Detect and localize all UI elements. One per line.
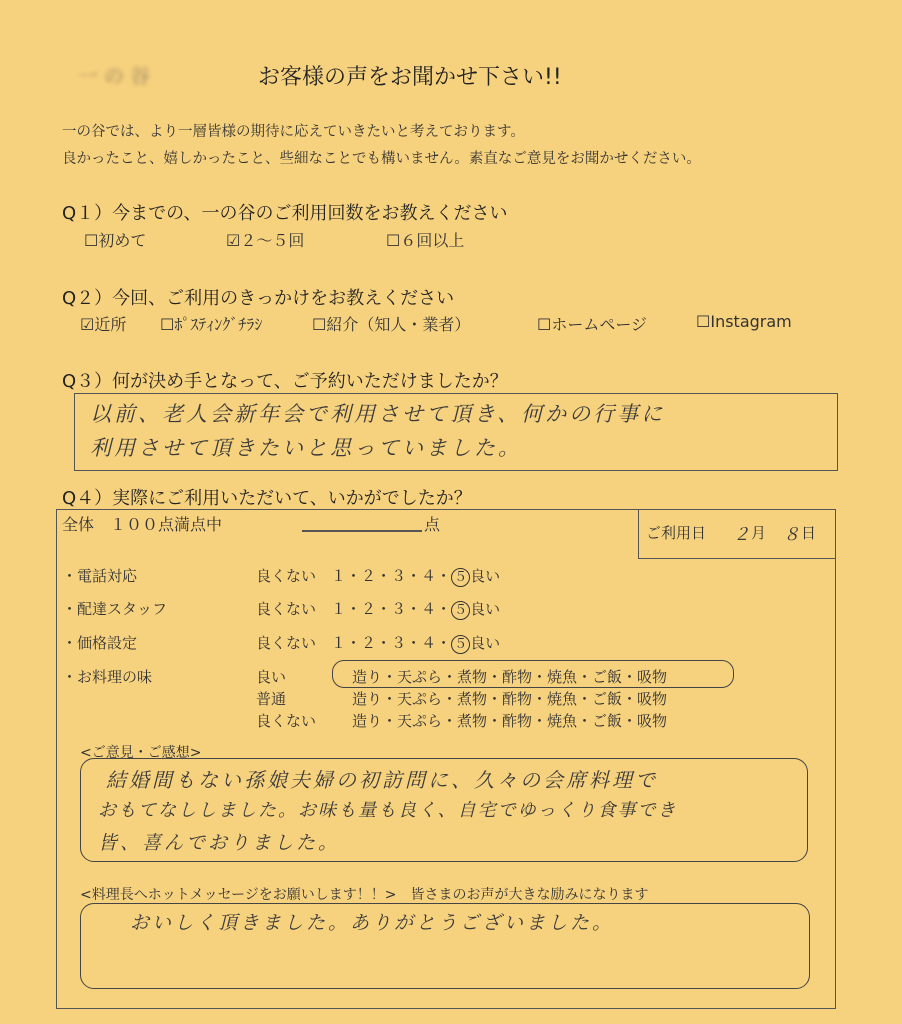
rating-row-phone[interactable] bbox=[256, 565, 500, 587]
rating-option-5[interactable]: ５ bbox=[451, 601, 470, 620]
rating-option-1[interactable]: １ bbox=[331, 600, 347, 618]
q2-question: Q２）今回、ご利用のきっかけをお教えください bbox=[62, 288, 455, 309]
score-label: 全体 １００点満点中 bbox=[62, 515, 223, 534]
date-day-unit: 日 bbox=[801, 524, 817, 542]
date-month-value: ２ bbox=[733, 525, 750, 545]
rating-high-label: 良い bbox=[470, 634, 501, 652]
page-title: お客様の声をお聞かせ下さい!! bbox=[258, 65, 562, 90]
intro-line-1: 一の谷では、より一層皆様の期待に応えていきたいと考えております。 bbox=[62, 124, 525, 140]
rating-label-price: ・価格設定 bbox=[62, 634, 138, 652]
taste-items-good[interactable]: 造り・天ぷら・煮物・酢物・焼魚・ご飯・吸物 bbox=[352, 668, 668, 686]
rating-option-2[interactable]: ２ bbox=[361, 567, 377, 585]
message-text: おいしく頂きました。ありがとうございました。 bbox=[130, 912, 615, 934]
taste-level-normal: 普通 bbox=[256, 690, 287, 708]
q1-option-2-5[interactable]: ☑２～５回 bbox=[226, 231, 305, 250]
rating-row-price[interactable] bbox=[256, 632, 500, 654]
rating-dot: ・ bbox=[436, 567, 452, 585]
rating-low-label: 良くない bbox=[256, 567, 332, 585]
opinion-line-3: 皆、喜んでおりました。 bbox=[98, 832, 341, 854]
taste-level-good: 良い bbox=[256, 668, 287, 686]
checkbox-icon[interactable]: ☐ bbox=[696, 312, 711, 331]
logo-blurred: 一の谷 bbox=[78, 64, 156, 88]
rating-option-1[interactable]: １ bbox=[331, 567, 347, 585]
checkbox-icon[interactable]: ☐ bbox=[160, 315, 175, 334]
rating-dot: ・ bbox=[346, 567, 362, 585]
rating-option-5[interactable]: ５ bbox=[451, 568, 470, 587]
taste-label: ・お料理の味 bbox=[62, 668, 153, 686]
q4-question: Q４）実際にご利用いただいて、いかがでしたか？ bbox=[62, 488, 472, 509]
opinion-label: <ご意見・ご感想> bbox=[80, 745, 202, 761]
opinion-line-2: おもてなししました。お味も量も良く、自宅でゆっくり食事でき bbox=[98, 800, 678, 821]
q3-answer-line-2: 利用させて頂きたいと思っていました。 bbox=[90, 436, 522, 460]
checkbox-icon[interactable]: ☐ bbox=[537, 315, 552, 334]
rating-option-2[interactable]: ２ bbox=[361, 600, 377, 618]
taste-items-bad[interactable]: 造り・天ぷら・煮物・酢物・焼魚・ご飯・吸物 bbox=[352, 712, 668, 730]
q2-option-instagram[interactable]: ☐Instagram bbox=[696, 312, 792, 331]
checkbox-checked-icon[interactable]: ☑ bbox=[226, 231, 241, 250]
rating-dot: ・ bbox=[406, 634, 422, 652]
rating-dot: ・ bbox=[376, 634, 392, 652]
opinion-line-1: 結婚間もない孫娘夫婦の初訪問に、久々の会席料理で bbox=[106, 768, 658, 792]
rating-option-5[interactable]: ５ bbox=[451, 635, 470, 654]
rating-low-label: 良くない bbox=[256, 600, 332, 618]
rating-label-phone: ・電話対応 bbox=[62, 567, 138, 585]
rating-dot: ・ bbox=[436, 634, 452, 652]
message-label: <料理長へホットメッセージをお願いします！！> 皆さまのお声が大きな励みになります bbox=[80, 887, 649, 903]
rating-row-delivery[interactable] bbox=[256, 598, 500, 620]
rating-high-label: 良い bbox=[470, 600, 501, 618]
q2-option-neighborhood[interactable]: ☑近所 bbox=[80, 315, 127, 334]
rating-dot: ・ bbox=[346, 634, 362, 652]
rating-dot: ・ bbox=[376, 600, 392, 618]
intro-line-2: 良かったこと、嬉しかったこと、些細なことでも構いません。素直なご意見をお聞かせください。 bbox=[62, 151, 701, 167]
rating-dot: ・ bbox=[406, 567, 422, 585]
rating-option-4[interactable]: ４ bbox=[421, 567, 437, 585]
score-underline[interactable] bbox=[302, 530, 422, 532]
q1-question: Q１）今までの、一の谷のご利用回数をお教えください bbox=[62, 203, 508, 224]
checkbox-icon[interactable]: ☐ bbox=[84, 231, 99, 250]
rating-dot: ・ bbox=[406, 600, 422, 618]
date-day-value: ８ bbox=[783, 525, 800, 545]
rating-label-delivery: ・配達スタッフ bbox=[62, 600, 168, 618]
date-month-unit: 月 bbox=[751, 524, 767, 542]
q2-option-flyer[interactable]: ☐ﾎﾟｽﾃｨﾝｸﾞﾁﾗｼ bbox=[160, 315, 263, 334]
rating-option-4[interactable]: ４ bbox=[421, 634, 437, 652]
q2-option-homepage[interactable]: ☐ホームページ bbox=[537, 315, 648, 334]
q1-option-6plus[interactable]: ☐６回以上 bbox=[386, 231, 465, 250]
taste-level-bad: 良くない bbox=[256, 712, 317, 730]
checkbox-checked-icon[interactable]: ☑ bbox=[80, 315, 95, 334]
rating-option-3[interactable]: ３ bbox=[391, 634, 407, 652]
rating-option-3[interactable]: ３ bbox=[391, 600, 407, 618]
rating-dot: ・ bbox=[376, 567, 392, 585]
rating-low-label: 良くない bbox=[256, 634, 332, 652]
rating-dot: ・ bbox=[436, 600, 452, 618]
date-label: ご利用日 bbox=[646, 524, 707, 542]
checkbox-icon[interactable]: ☐ bbox=[386, 231, 401, 250]
rating-dot: ・ bbox=[346, 600, 362, 618]
q1-option-first[interactable]: ☐初めて bbox=[84, 231, 147, 250]
taste-items-normal[interactable]: 造り・天ぷら・煮物・酢物・焼魚・ご飯・吸物 bbox=[352, 690, 668, 708]
q3-answer-line-1: 以前、老人会新年会で利用させて頂き、何かの行事に bbox=[90, 402, 666, 426]
q3-question: Q３）何が決め手となって、ご予約いただけましたか？ bbox=[62, 371, 508, 392]
rating-option-1[interactable]: １ bbox=[331, 634, 347, 652]
q2-option-referral[interactable]: ☐紹介（知人・業者） bbox=[312, 315, 471, 334]
rating-option-2[interactable]: ２ bbox=[361, 634, 377, 652]
rating-high-label: 良い bbox=[470, 567, 501, 585]
rating-option-3[interactable]: ３ bbox=[391, 567, 407, 585]
score-unit: 点 bbox=[424, 515, 441, 534]
checkbox-icon[interactable]: ☐ bbox=[312, 315, 327, 334]
rating-option-4[interactable]: ４ bbox=[421, 600, 437, 618]
